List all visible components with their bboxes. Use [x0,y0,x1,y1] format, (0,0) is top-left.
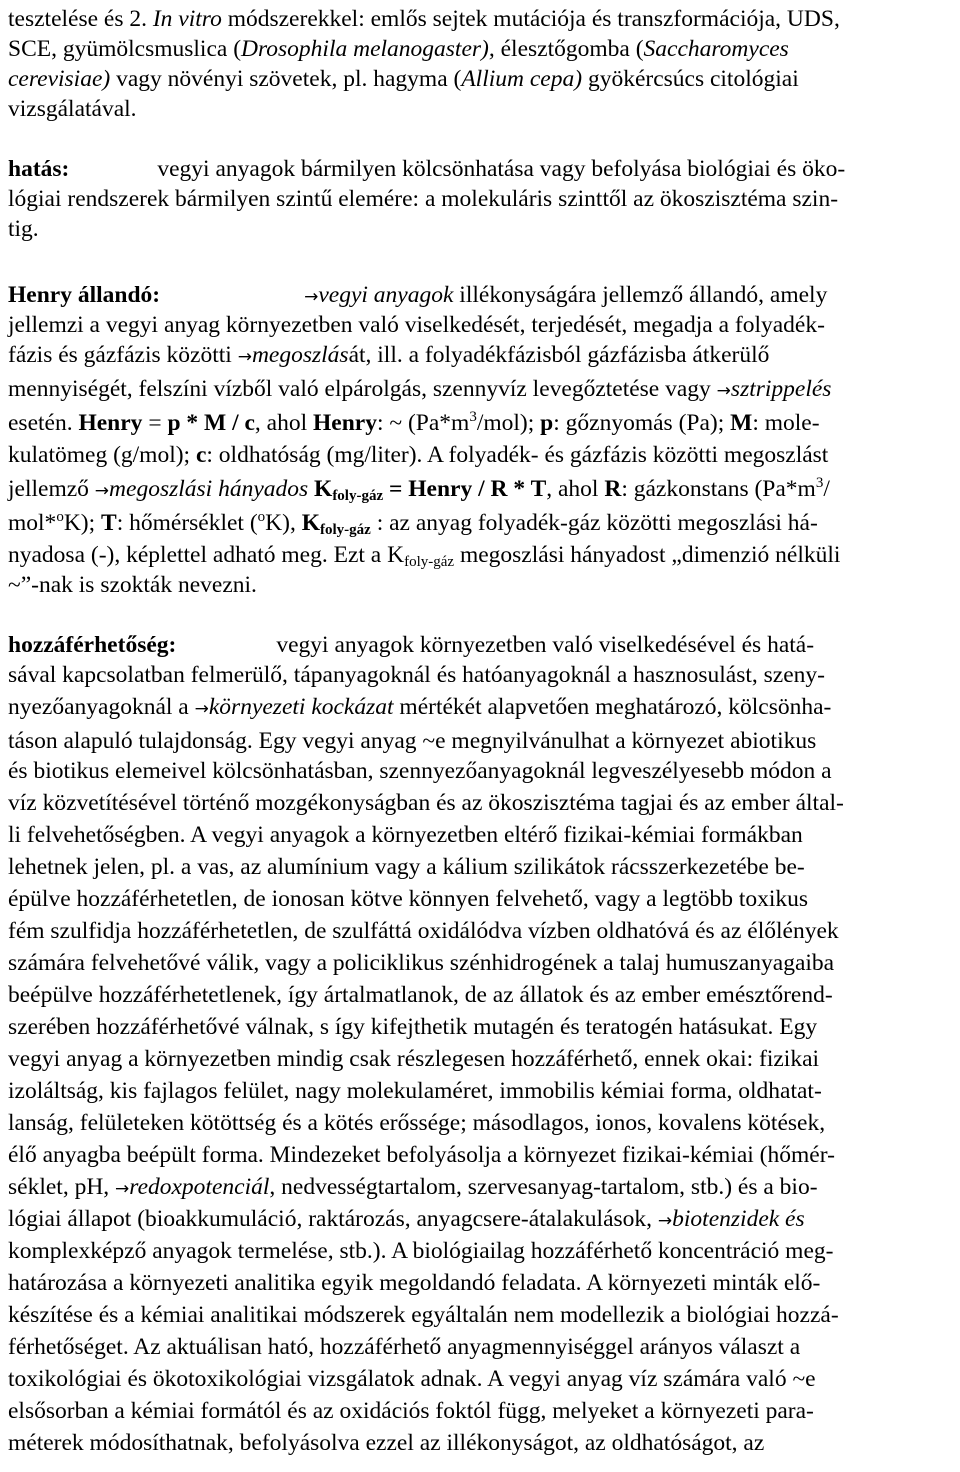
glossary-entry-hatas: hatás: vegyi anyagok bármilyen kölcsönhatása vagy befolyása biológiai és öko- [8,156,846,182]
text-line: tesztelése és 2. In vitro módszerekkel: emlős sejtek mutációja és transzformációja, UDS, [8,6,840,32]
arrow-icon: → [194,699,209,719]
arrow-icon: → [716,381,731,401]
term-heading: hatás: [8,156,70,182]
term-heading: Henry állandó: [8,282,161,308]
text-line: szerében hozzáférhetővé válnak, s így kifejthetik mutagén és teratogén hatásukat. Egy [8,1014,818,1040]
text-line: lehetnek jelen, pl. a vas, az alumínium vagy a kálium szilikátok rácsszerkezetébe be- [8,854,805,880]
glossary-entry-hozzaferhetoseg: hozzáférhetőség: vegyi anyagok környezetben való viselkedésével és hatá- [8,632,815,658]
text-line: esetén. Henry = p * M / c, ahol Henry: ~ $(Pa*m^3/mol)$; p: gőznyomás (Pa); M: mole- [8,409,820,436]
text-line: li felvehetőségben. A vegyi anyagok a környezetben eltérő fizikai-kémiai formákban [8,822,803,848]
text-line: séklet, pH, →redoxpotenciál, nedvességtartalom, szervesanyag-tartalom, stb.) és a bio- [8,1174,818,1200]
text-line: határozása a környezeti analitika egyik megoldandó feladata. A környezeti minták elő- [8,1270,821,1296]
text-line: víz közvetítésével történő mozgékonyságban és az ökoszisztéma tagjai és az ember által- [8,790,844,816]
text-line: mol*$^o$K); T: hőmérséklet ($^o$K), $K_{foly-gáz}$ : az anyag folyadék-gáz közötti megoszlási há- [8,509,818,538]
term-heading: hozzáférhetőség: [8,632,177,658]
text-line: kulatömeg (g/mol); c: oldhatóság (mg/liter). A folyadék- és gázfázis közötti megoszlást [8,442,829,468]
text-line: tig. [8,216,39,242]
text-line: cerevisiae) vagy növényi szövetek, pl. hagyma (Allium cepa) gyökércsúcs citológiai [8,66,799,92]
arrow-icon: → [94,481,110,501]
text-line: elsősorban a kémiai formától és az oxidációs foktól függ, melyeket a környezeti para- [8,1398,814,1424]
glossary-entry-henry: Henry állandó: →vegyi anyagok illékonyságára jellemző állandó, amely [8,282,828,308]
arrow-icon: → [304,287,319,307]
text-line: jellemzi a vegyi anyag környezetben való viselkedését, terjedését, megadja a folyadék- [8,312,825,338]
text-line: épülve hozzáférhetetlen, de ionosan kötve könnyen felvehető, vagy a legtöbb toxikus [8,886,809,912]
text-line: élő anyagba beépült forma. Mindezeket befolyásolja a környezet fizikai-kémiai (hőmér- [8,1142,835,1168]
text-line: nyadosa (-), képlettel adható meg. Ezt a $K_{foly-gáz}$ megoszlási hányadost „dimenzió nélküli [8,542,841,570]
text-line: és biotikus elemeivel kölcsönhatásban, szennyezőanyagoknál legveszélyesebb módon a [8,758,832,784]
text-line: fázis és gázfázis közötti →megoszlását, ill. a folyadékfázisból gázfázisba átkerülő [8,342,770,368]
text-line: beépülve hozzáférhetetlenek, így ártalmatlanok, de az állatok és az ember emésztőrend- [8,982,833,1008]
text-line: készítése és a kémiai analitikai módszerek egyáltalán nem modellezik a biológiai hozzá- [8,1302,839,1328]
text-line: mennyiségét, felszíni vízből való elpárolgás, szennyvíz levegőztetése vagy →sztrippelés [8,376,832,402]
text-line: táson alapuló tulajdonság. Egy vegyi anyag ~e megnyilvánulhat a környezet abiotikus [8,728,817,754]
text-line: vegyi anyag a környezetben mindig csak részlegesen hozzáférhető, ennek okai: fizikai [8,1046,820,1072]
text-line: SCE, gyümölcsmuslica (Drosophila melanogaster), élesztőgomba (Saccharomyces [8,36,789,62]
text-line: sával kapcsolatban felmerülő, tápanyagoknál és hatóanyagoknál a hasznosulást, szeny- [8,662,825,688]
arrow-icon: → [115,1179,130,1199]
text-line: nyezőanyagoknál a →környezeti kockázat mértékét alapvetően meghatározó, kölcsönha- [8,694,832,720]
text-line: lógiai állapot (bioakkumuláció, raktározás, anyagcsere-átalakulások, →biotenzidek és [8,1206,805,1232]
text-line: férhetőséget. Az aktuálisan ható, hozzáférhető anyagmennyiséggel arányos választ a [8,1334,801,1360]
text-line: komplexképző anyagok termelése, stb.). A biológiailag hozzáférhető koncentráció meg- [8,1238,834,1264]
text-line: lanság, felületeken kötöttség és a kötés erőssége; másodlagos, ionos, kovalens kötések, [8,1110,826,1136]
text-line: ~”-nak is szokták nevezni. [8,572,257,598]
text-line: méterek módosíthatnak, befolyásolva ezzel az illékonyságot, az oldhatóságot, az [8,1430,765,1456]
text-line: lógiai rendszerek bármilyen szintű elemére: a molekuláris szinttől az ökoszisztéma szin- [8,186,839,212]
text-line: vizsgálatával. [8,96,137,122]
text-line: toxikológiai és ökotoxikológiai vizsgálatok adnak. A vegyi anyag víz számára való ~e [8,1366,816,1392]
text-line: fém szulfidja hozzáférhetetlen, de szulfáttá oxidálódva vízben oldhatóvá és az élőlények [8,918,839,944]
text-line: jellemző →megoszlási hányados $K_{foly-gáz}$ = Henry / R * T, ahol R: gázkonstans ($Pa*m^3/$ [8,475,830,504]
arrow-icon: → [657,1211,673,1231]
text-line: számára felvehetővé válik, vagy a policiklikus szénhidrogének a talaj humuszanyagaiba [8,950,835,976]
arrow-icon: → [237,347,252,367]
text-line: izoláltság, kis fajlagos felület, nagy molekulaméret, immobilis kémiai forma, oldhatat- [8,1078,822,1104]
